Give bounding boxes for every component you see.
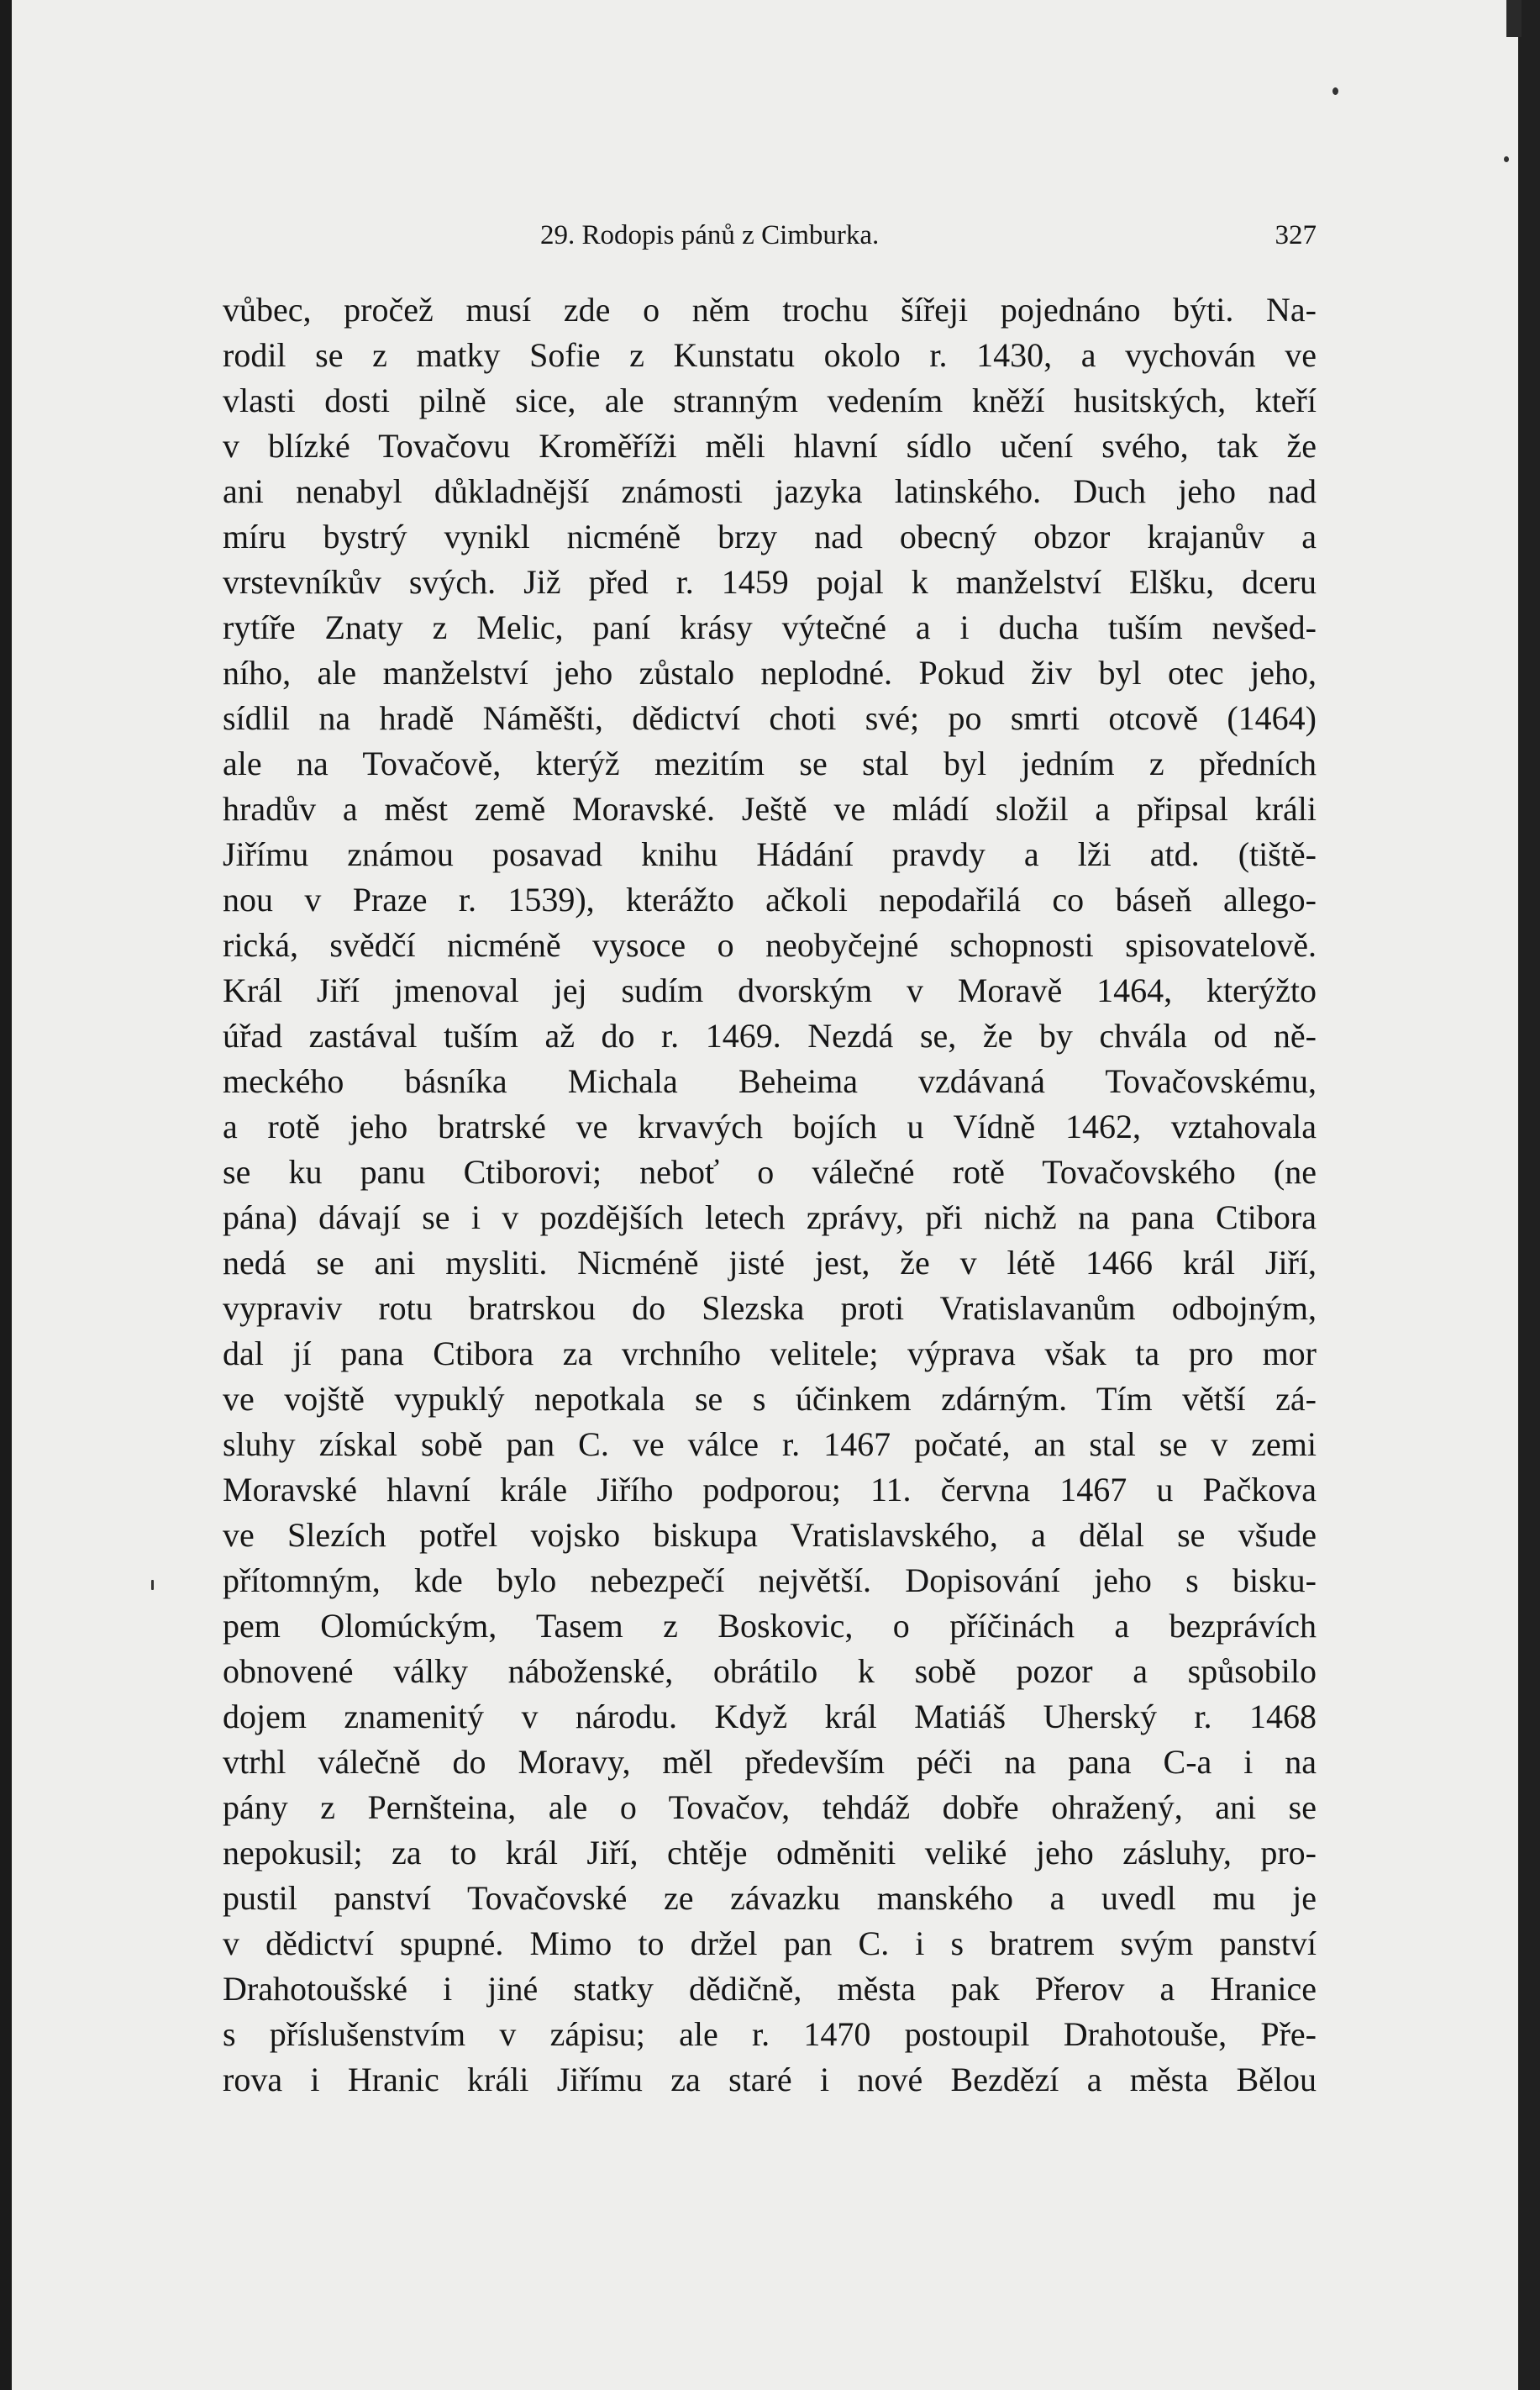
text-line: dal jí pana Ctibora za vrchního velitele; výprava však ta pro mor <box>223 1335 1317 1372</box>
text-line: ve vojště vypuklý nepotkala se s účinkem zdárným. Tím větší zá- <box>223 1380 1317 1418</box>
text-line: rova i Hranic králi Jiřímu za staré i nové Bezdězí a města Bělou <box>223 2061 1317 2098</box>
text-line: sluhy získal sobě pan C. ve válce r. 1467 počaté, an stal se v zemi <box>223 1425 1317 1463</box>
text-line: a rotě jeho bratrské ve krvavých bojích u Vídně 1462, vztahovala <box>223 1108 1317 1145</box>
text-line: nepokusil; za to král Jiří, chtěje odměniti veliké jeho zásluhy, pro- <box>223 1834 1317 1871</box>
text-line: rytíře Znaty z Melic, paní krásy výtečné a i ducha tuším nevšed- <box>223 608 1317 646</box>
text-line: vlasti dosti pilně sice, ale stranným vedením kněží husitských, kteří <box>223 382 1317 419</box>
scan-speck <box>151 1580 154 1590</box>
text-line: ani nenabyl důkladnější známosti jazyka latinského. Duch jeho nad <box>223 472 1317 510</box>
scan-speck <box>1504 156 1509 162</box>
text-line: Jiřímu známou posavad knihu Hádání pravdy a lži atd. (tiště- <box>223 835 1317 873</box>
text-line: vypraviv rotu bratrskou do Slezska proti Vratislavanům odbojným, <box>223 1289 1317 1327</box>
text-line: se ku panu Ctiborovi; neboť o válečné rotě Tovačovského (ne <box>223 1153 1317 1191</box>
scan-edge-right <box>1518 0 1540 2390</box>
running-title: 29. Rodopis pánů z Cimburka. <box>540 220 880 250</box>
text-line: sídlil na hradě Náměšti, dědictví choti své; po smrti otcově (1464) <box>223 699 1317 737</box>
text-line: v blízké Tovačovu Kroměříži měli hlavní sídlo učení svého, tak že <box>223 427 1317 465</box>
body-text <box>223 287 1317 2103</box>
text-line: pána) dávají se i v pozdějších letech zprávy, při nichž na pana Ctibora <box>223 1198 1317 1236</box>
text-line: obnovené války náboženské, obrátilo k sobě pozor a spůsobilo <box>223 1652 1317 1690</box>
text-line: pustil panství Tovačovské ze závazku manského a uvedl mu je <box>223 1879 1317 1917</box>
text-line: ale na Tovačově, kterýž mezitím se stal byl jedním z předních <box>223 745 1317 782</box>
text-line: ního, ale manželství jeho zůstalo neplodné. Pokud živ byl otec jeho, <box>223 654 1317 692</box>
text-line: vtrhl válečně do Moravy, měl především péči na pana C-a i na <box>223 1743 1317 1781</box>
text-line: rická, svědčí nicméně vysoce o neobyčejné schopnosti spisovatelově. <box>223 926 1317 964</box>
text-line: hradův a měst země Moravské. Ještě ve mládí složil a připsal králi <box>223 790 1317 828</box>
text-line: nou v Praze r. 1539), kterážto ačkoli nepodařilá co báseň allego- <box>223 881 1317 919</box>
text-line: přítomným, kde bylo nebezpečí největší. Dopisování jeho s bisku- <box>223 1561 1317 1599</box>
page-number: 327 <box>1275 220 1317 250</box>
text-line: s příslušenstvím v zápisu; ale r. 1470 postoupil Drahotouše, Pře- <box>223 2015 1317 2053</box>
text-line: vůbec, pročež musí zde o něm trochu šířeji pojednáno býti. Na- <box>223 291 1317 329</box>
text-line: ve Slezích potřel vojsko biskupa Vratislavského, a dělal se všude <box>223 1516 1317 1554</box>
scan-edge-corner <box>1506 0 1522 37</box>
text-line: dojem znamenitý v národu. Když král Matiáš Uherský r. 1468 <box>223 1698 1317 1735</box>
text-line: Drahotoušské i jiné statky dědičně, města pak Přerov a Hranice <box>223 1970 1317 2008</box>
text-line: úřad zastával tuším až do r. 1469. Nezdá se, že by chvála od ně- <box>223 1017 1317 1055</box>
text-line: pem Olomúckým, Tasem z Boskovic, o příčinách a bezprávích <box>223 1607 1317 1645</box>
scan-speck <box>1332 87 1338 95</box>
text-line: rodil se z matky Sofie z Kunstatu okolo r. 1430, a vychován ve <box>223 336 1317 374</box>
text-line: Moravské hlavní krále Jiřího podporou; 11. června 1467 u Pačkova <box>223 1471 1317 1508</box>
text-line: vrstevníkův svých. Již před r. 1459 pojal k manželství Elšku, dceru <box>223 563 1317 601</box>
scan-edge-left <box>0 0 12 2390</box>
text-line: nedá se ani mysliti. Nicméně jisté jest, že v létě 1466 král Jiří, <box>223 1244 1317 1282</box>
text-line: pány z Pernšteina, ale o Tovačov, tehdáž dobře ohražený, ani se <box>223 1788 1317 1826</box>
page-header <box>223 220 1317 250</box>
text-line: v dědictví spupné. Mimo to držel pan C. i s bratrem svým panství <box>223 1924 1317 1962</box>
text-line: Král Jiří jmenoval jej sudím dvorským v Moravě 1464, kterýžto <box>223 971 1317 1009</box>
text-line: míru bystrý vynikl nicméně brzy nad obecný obzor krajanův a <box>223 518 1317 555</box>
text-line: meckého básníka Michala Beheima vzdávaná Tovačovskému, <box>223 1062 1317 1100</box>
